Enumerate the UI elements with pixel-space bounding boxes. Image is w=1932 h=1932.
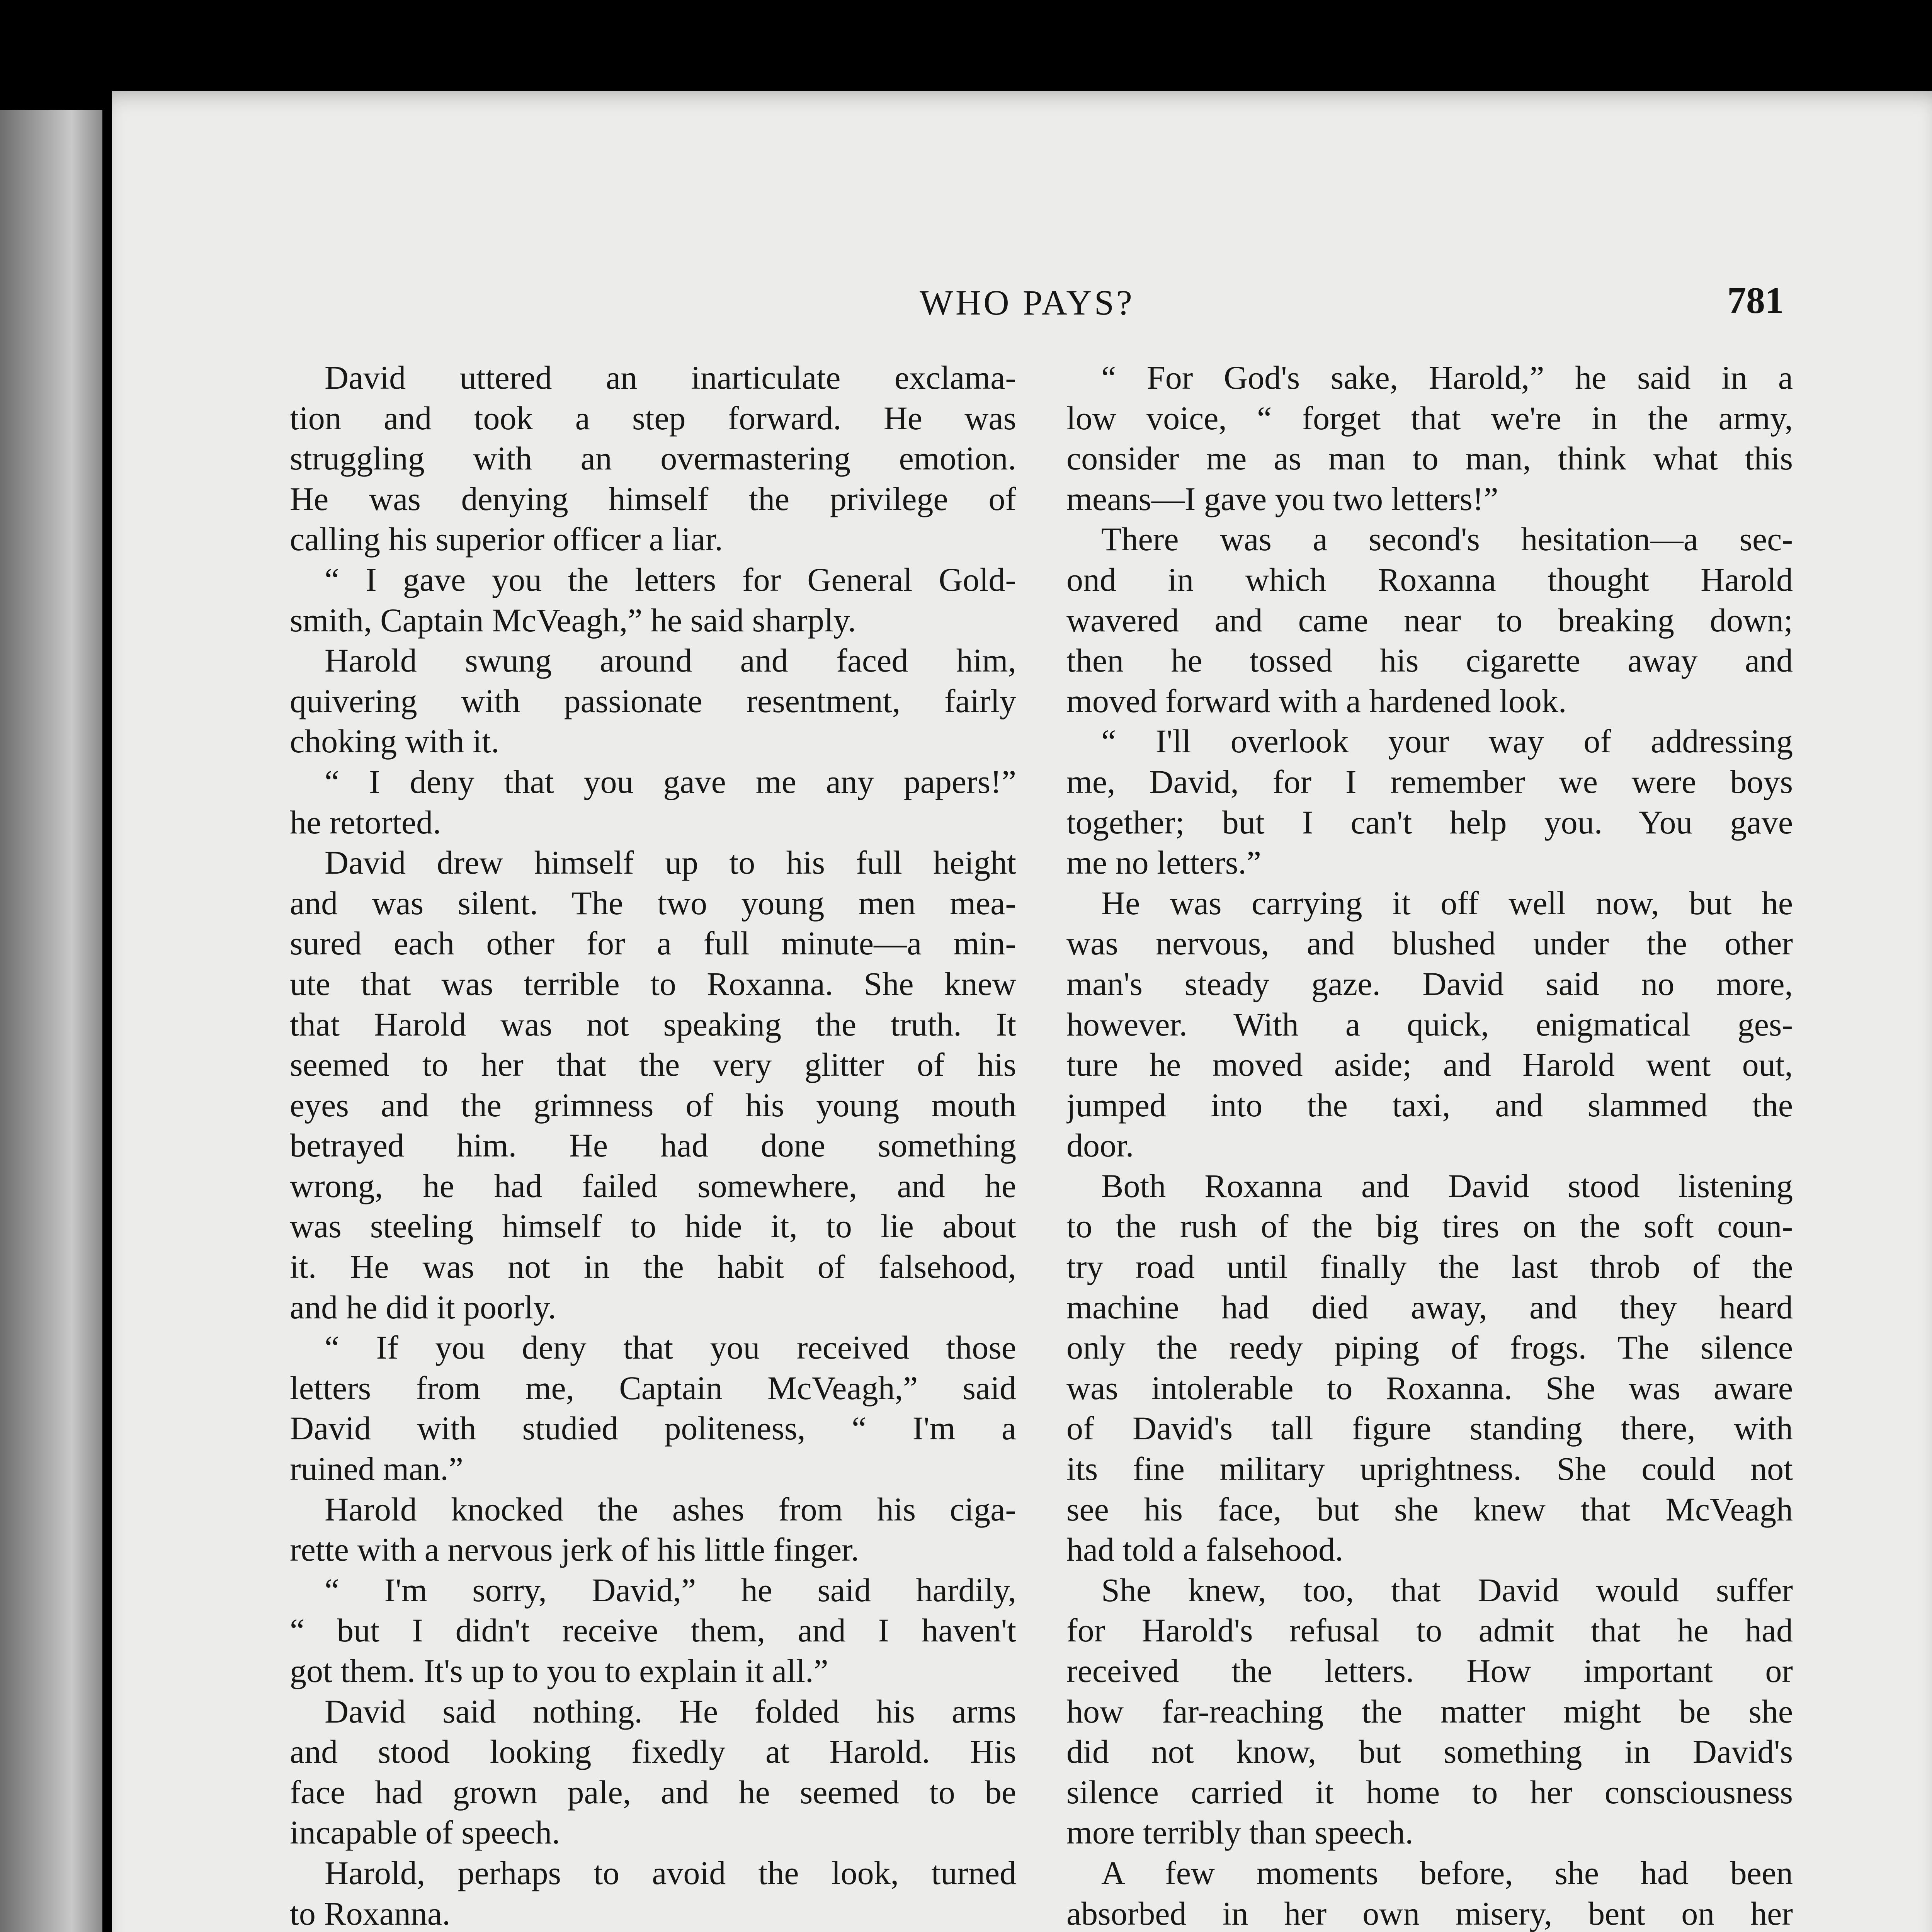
text-line: however. With a quick, enigmatical ges- — [1066, 1005, 1793, 1043]
text-line: and stood looking fixedly at Harold. His — [290, 1733, 1016, 1770]
text-line: and he did it poorly. — [290, 1288, 556, 1326]
text-line: “ I'll overlook your way of addressing — [1101, 723, 1793, 760]
text-line: only the reedy piping of frogs. The silence — [1066, 1329, 1793, 1366]
text-line: Both Roxanna and David stood listening — [1101, 1167, 1793, 1204]
text-line: me, David, for I remember we were boys — [1066, 763, 1793, 800]
text-line: how far-reaching the matter might be she — [1066, 1692, 1793, 1730]
text-line: choking with it. — [290, 723, 500, 760]
left-text-column — [290, 357, 1016, 1932]
text-line: for Harold's refusal to admit that he had — [1066, 1612, 1793, 1649]
text-line: see his face, but she knew that McVeagh — [1066, 1490, 1793, 1528]
text-line: of David's tall figure standing there, with — [1066, 1410, 1793, 1447]
text-line: did not know, but something in David's — [1066, 1733, 1793, 1770]
text-line: was intolerable to Roxanna. She was aware — [1066, 1369, 1793, 1406]
text-line: wrong, he had failed somewhere, and he — [290, 1167, 1016, 1204]
text-line: quivering with passionate resentment, fairly — [290, 682, 1016, 719]
text-line: “ For God's sake, Harold,” he said in a — [1101, 359, 1793, 396]
text-line: was steeling himself to hide it, to lie about — [290, 1208, 1016, 1245]
text-line: was nervous, and blushed under the other — [1066, 925, 1793, 962]
text-line: A few moments before, she had been — [1101, 1854, 1793, 1891]
text-line: “ I gave you the letters for General Gold- — [325, 561, 1016, 598]
text-line: ond in which Roxanna thought Harold — [1066, 561, 1793, 598]
text-line: then he tossed his cigarette away and — [1066, 642, 1793, 679]
text-line: it. He was not in the habit of falsehood, — [290, 1248, 1016, 1286]
text-line: David uttered an inarticulate exclama- — [325, 359, 1016, 396]
text-line: low voice, “ forget that we're in the army, — [1066, 399, 1793, 437]
text-line: door. — [1066, 1127, 1134, 1164]
text-line: together; but I can't help you. You gave — [1066, 803, 1793, 841]
page-number: 781 — [1727, 280, 1784, 321]
text-line: letters from me, Captain McVeagh,” said — [290, 1369, 1016, 1406]
text-line: eyes and the grimness of his young mouth — [290, 1086, 1016, 1124]
text-line: smith, Captain McVeagh,” he said sharply. — [290, 601, 856, 639]
text-line: machine had died away, and they heard — [1066, 1288, 1793, 1326]
text-line: David drew himself up to his full height — [325, 844, 1016, 881]
text-line: had told a falsehood. — [1066, 1531, 1344, 1568]
text-line: Harold knocked the ashes from his ciga- — [325, 1490, 1016, 1528]
text-line: means—I gave you two letters!” — [1066, 480, 1498, 517]
text-line: silence carried it home to her consciousness — [1066, 1773, 1793, 1811]
text-line: jumped into the taxi, and slammed the — [1066, 1086, 1793, 1124]
text-line: try road until finally the last throb of the — [1066, 1248, 1793, 1286]
text-line: wavered and came near to breaking down; — [1066, 601, 1793, 639]
text-line: received the letters. How important or — [1066, 1652, 1793, 1689]
text-line: me no letters.” — [1066, 844, 1261, 881]
text-line: moved forward with a hardened look. — [1066, 682, 1567, 719]
text-line: incapable of speech. — [290, 1814, 560, 1851]
text-line: calling his superior officer a liar. — [290, 520, 723, 558]
text-line: Harold swung around and faced him, — [325, 642, 1016, 679]
text-line: tion and took a step forward. He was — [290, 399, 1016, 437]
text-line: struggling with an overmastering emotion. — [290, 440, 1016, 477]
text-line: Harold, perhaps to avoid the look, turned — [325, 1854, 1016, 1891]
text-line: ute that was terrible to Roxanna. She knew — [290, 965, 1016, 1002]
text-line: “ but I didn't receive them, and I haven't — [290, 1612, 1016, 1649]
text-line: more terribly than speech. — [1066, 1814, 1413, 1851]
text-line: sured each other for a full minute—a min- — [290, 925, 1016, 962]
text-line: He was carrying it off well now, but he — [1101, 884, 1793, 922]
text-line: rette with a nervous jerk of his little finger. — [290, 1531, 859, 1568]
text-line: that Harold was not speaking the truth. It — [290, 1005, 1016, 1043]
text-line: ture he moved aside; and Harold went out, — [1066, 1046, 1793, 1083]
text-line: “ If you deny that you received those — [325, 1329, 1016, 1366]
text-line: seemed to her that the very glitter of his — [290, 1046, 1016, 1083]
text-line: and was silent. The two young men mea- — [290, 884, 1016, 922]
left-page-edge — [0, 110, 102, 1932]
text-line: he retorted. — [290, 803, 441, 841]
text-line: ruined man.” — [290, 1450, 463, 1488]
text-line: man's steady gaze. David said no more, — [1066, 965, 1793, 1002]
text-line: got them. It's up to you to explain it all.” — [290, 1652, 828, 1689]
text-line: betrayed him. He had done something — [290, 1127, 1016, 1164]
text-line: David said nothing. He folded his arms — [325, 1692, 1016, 1730]
text-line: “ I deny that you gave me any papers!” — [325, 763, 1016, 800]
text-line: to the rush of the big tires on the soft coun- — [1066, 1208, 1793, 1245]
text-line: “ I'm sorry, David,” he said hardily, — [325, 1571, 1016, 1609]
text-line: face had grown pale, and he seemed to be — [290, 1773, 1016, 1811]
text-line: to Roxanna. — [290, 1895, 451, 1932]
text-line: absorbed in her own misery, bent on her — [1066, 1895, 1793, 1932]
text-line: There was a second's hesitation—a sec- — [1101, 520, 1793, 558]
running-head: WHO PAYS? — [920, 283, 1134, 322]
text-line: He was denying himself the privilege of — [290, 480, 1016, 517]
text-line: its fine military uprightness. She could not — [1066, 1450, 1793, 1488]
right-text-column — [1066, 357, 1793, 1932]
text-line: consider me as man to man, think what this — [1066, 440, 1793, 477]
text-line: She knew, too, that David would suffer — [1101, 1571, 1793, 1609]
text-line: David with studied politeness, “ I'm a — [290, 1410, 1016, 1447]
